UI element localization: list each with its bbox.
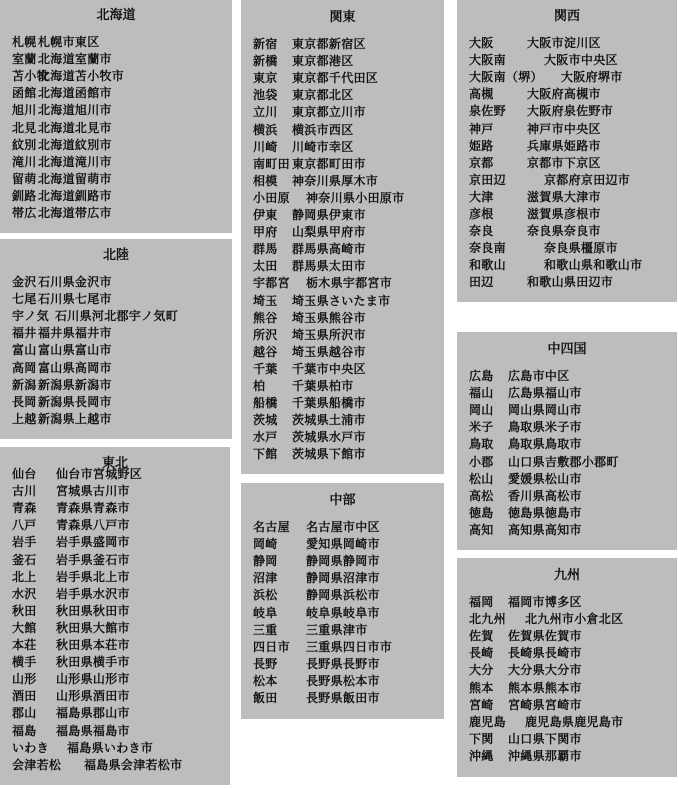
location-name: 熊本 [469,680,494,695]
region-title: 中四国 [547,342,587,357]
location-name: 横浜 [253,122,278,137]
location-name: 横手 [12,655,37,670]
location-address: 岐阜県岐阜市 [306,605,380,620]
location-address: 茨城県土浦市 [292,413,366,428]
location-address: 佐賀県佐賀市 [508,629,582,644]
location-name: 札幌 [12,35,37,49]
location-name: 秋田 [12,603,37,618]
region-panel-hokkaido [0,0,232,233]
location-name: 大阪南 [469,53,506,68]
location-name: 鹿児島 [469,714,506,729]
location-address: 栃木県宇都宮市 [306,276,393,291]
location-address: 沖縄県那覇市 [508,748,582,763]
location-name: 松本 [253,673,278,688]
location-name: 奈良 [469,224,494,239]
location-address: 新潟県新潟市 [38,377,112,392]
location-address: 長野県飯田市 [306,691,380,705]
location-name: 埼玉 [253,293,278,308]
location-name: 大津 [469,189,494,204]
location-name: 所沢 [253,327,278,342]
location-name: 北上 [12,569,37,584]
location-address: 東京都北区 [292,88,354,103]
location-name: 大阪南（堺） [469,70,543,85]
location-name: 飯田 [253,691,278,705]
location-name: 宮崎 [469,697,494,712]
region-title: 北海道 [96,8,136,23]
location-name: 川崎 [253,139,278,154]
location-name: 姫路 [469,138,494,153]
location-name: 徳島 [469,505,494,520]
region-title: 関西 [553,9,580,24]
location-address: 北海道紋別市 [38,137,112,152]
location-name: 東京 [253,71,278,86]
location-address: 京都市下京区 [527,155,601,170]
location-address: 東京都新宿区 [292,37,366,51]
location-address: 大分県大分市 [508,663,582,678]
location-address: 京都府京田辺市 [544,172,631,187]
location-address: 岩手県盛岡市 [56,535,130,550]
location-address: 和歌山県和歌山市 [544,258,643,273]
location-address: 愛知県岡崎市 [306,537,380,552]
location-address: 福井県福井市 [38,326,112,341]
location-address: 北九州市小倉北区 [525,612,624,627]
location-name: 室蘭 [12,52,37,67]
location-address: 仙台市宮城野区 [56,467,143,481]
location-address: 千葉市中央区 [292,361,366,376]
location-name: 小田原 [253,190,290,205]
location-address: 群馬県太田市 [292,259,366,274]
location-name: 茨城 [253,413,278,428]
location-address: 茨城県水戸市 [292,430,366,445]
location-name: 池袋 [253,88,278,103]
location-name: 福山 [469,386,494,401]
location-address: 長崎県長崎市 [508,646,582,661]
location-address: 神奈川県厚木市 [292,173,379,188]
location-address: 東京都立川市 [292,105,366,120]
location-address: 福島県会津若松市 [84,757,183,772]
location-name: 福井 [12,326,37,341]
location-address: 埼玉県熊谷市 [292,310,366,325]
location-name: 旭川 [12,103,37,118]
location-name: 小郡 [469,454,494,469]
location-address: 山形県酒田市 [56,689,130,704]
location-name: 三重 [253,622,278,637]
location-name: 釜石 [12,552,37,567]
region-title: 九州 [553,568,580,583]
location-name: 甲府 [253,225,278,240]
location-name: 岩手 [12,535,37,550]
location-address: 埼玉県さいたま市 [292,293,391,308]
location-name: 高知 [469,522,494,537]
location-address: 富山県富山市 [38,343,112,358]
location-name: 福岡 [469,595,494,609]
location-address: 千葉県柏市 [292,379,354,393]
location-address: 札幌市東区 [38,35,100,49]
location-name: 水戸 [253,430,278,445]
location-name: 彦根 [469,207,494,221]
location-address: 川崎市幸区 [292,139,354,154]
location-address: 広島県福山市 [508,386,582,401]
location-name: 長野 [253,656,278,671]
location-name: 奈良南 [469,241,506,256]
location-name: 米子 [469,420,494,435]
location-address: 新潟県長岡市 [38,394,112,409]
location-name: 相模 [253,173,278,188]
location-address: 鳥取県鳥取市 [508,437,582,452]
location-name: 太田 [253,259,278,274]
location-name: 大館 [12,620,37,635]
location-address: 山口県下関市 [508,731,582,746]
location-address: 広島市中区 [508,369,570,383]
location-address: 石川県金沢市 [38,275,112,289]
location-address: 秋田県横手市 [56,655,130,670]
location-name: 田辺 [469,275,494,290]
location-name: 四日市 [253,639,290,654]
location-name: 柏 [253,379,266,393]
location-name: 岡崎 [253,537,278,552]
location-name: 京都 [469,155,494,170]
location-name: 浜松 [253,588,278,603]
region-title: 関東 [329,10,356,25]
location-name: 京田辺 [469,172,506,187]
location-name: 宇都宮 [253,276,290,291]
location-name: 帯広 [12,206,37,220]
location-name: 岐阜 [253,605,278,620]
location-address: 岩手県北上市 [56,569,130,584]
location-address: 北海道室蘭市 [38,52,112,67]
location-address: 北海道滝川市 [38,154,112,169]
location-name: 伊東 [253,208,278,222]
location-address: 東京都港区 [292,54,354,69]
location-address: 徳島県徳島市 [508,505,582,520]
region-title: 北陸 [102,248,129,263]
location-name: 上越 [12,411,37,426]
region-panel-tohoku [0,447,230,785]
region-panel-kyushu [457,558,677,777]
location-address: 大阪府堺市 [561,70,623,85]
location-name: 越谷 [253,344,278,359]
location-address: 岩手県釜石市 [56,552,130,567]
location-address: 三重県津市 [306,622,368,637]
location-address: 大阪府泉佐野市 [527,104,614,119]
location-name: 青森 [12,501,37,516]
location-name: 神戸 [469,121,494,136]
region-panel-hokuriku [0,239,232,439]
location-name: 熊谷 [253,310,278,325]
location-name: 新潟 [12,377,37,392]
location-name: 高岡 [12,360,37,375]
region-title: 東北 [101,456,128,471]
location-name: 金沢 [12,275,37,289]
location-address: 奈良県奈良市 [527,224,601,239]
location-address: 熊本県熊本市 [508,680,582,695]
location-name: 水沢 [12,586,37,601]
region-panel-chubu [241,483,444,719]
location-name: 福島 [12,723,37,738]
location-name: 富山 [12,343,37,358]
location-name: 松山 [469,471,494,486]
location-address: 愛媛県松山市 [508,471,582,486]
location-name: 長崎 [469,646,494,661]
location-name: 和歌山 [469,258,506,273]
location-address: 奈良県橿原市 [544,241,618,256]
location-address: 三重県四日市市 [306,639,393,654]
location-address: 石川県七尾市 [38,292,112,307]
region-title: 中部 [329,493,356,508]
location-address: 静岡県沼津市 [306,571,380,586]
location-address: 岩手県水沢市 [56,586,130,601]
location-name: 鳥取 [469,437,494,452]
location-name: いわき [12,740,49,755]
location-address: 静岡県伊東市 [292,208,366,222]
location-name: 高槻 [469,87,494,102]
location-name: 広島 [469,369,494,383]
location-name: 大阪 [469,36,494,50]
location-name: 南町田 [253,156,290,171]
location-address: 北海道旭川市 [38,103,112,118]
location-address: 大阪府高槻市 [527,87,601,102]
location-address: 埼玉県越谷市 [292,344,366,359]
location-name: 紋別 [12,137,37,152]
region-panel-kansai [457,0,677,302]
location-address: 秋田県秋田市 [56,603,130,618]
location-address: 北海道函館市 [38,86,112,101]
location-address: 富山県高岡市 [38,360,112,375]
location-name: 泉佐野 [469,104,506,119]
location-address: 北海道北見市 [38,120,112,135]
region-panel-chushikoku [457,332,677,550]
location-address: 和歌山県田辺市 [527,275,614,290]
location-address: 山形県山形市 [56,672,130,687]
location-address: 大阪市淀川区 [527,36,601,50]
location-address: 青森県八戸市 [56,518,130,533]
location-name: 古川 [12,484,37,499]
location-address: 北海道苫小牧市 [38,69,125,84]
location-address: 新潟県上越市 [38,411,112,426]
location-name: 仙台 [12,467,37,481]
location-name: 静岡 [253,554,278,569]
location-name: 長岡 [12,394,37,409]
location-name: 釧路 [12,188,37,203]
location-address: 宮城県古川市 [56,484,130,499]
location-address: 福岡市博多区 [508,595,582,609]
location-name: 新橋 [253,54,278,69]
location-name: 下関 [469,731,494,746]
location-name: 本荘 [12,638,37,652]
location-address: 長野県松本市 [306,673,380,688]
location-address: 茨城県下館市 [292,447,366,462]
location-address: 秋田県本荘市 [56,638,130,652]
location-address: 名古屋市中区 [306,520,380,534]
location-address: 青森県青森市 [56,501,130,516]
location-name: 酒田 [12,689,37,704]
location-name: 下館 [253,447,278,462]
location-name: 八戸 [12,518,37,533]
location-name: 千葉 [253,361,278,376]
region-panel-kanto [241,0,444,474]
location-name: 新宿 [253,37,278,51]
location-address: 秋田県大館市 [56,620,130,635]
location-address: 香川県高松市 [508,488,582,503]
location-address: 千葉県船橋市 [292,396,366,411]
location-address: 北海道帯広市 [38,206,112,220]
location-address: 大阪市中央区 [544,53,618,68]
location-address: 東京都町田市 [292,156,366,171]
location-name: 沼津 [253,571,278,586]
location-name: 会津若松 [12,757,62,772]
location-address: 山梨県甲府市 [292,225,366,240]
location-address: 群馬県高崎市 [292,242,366,257]
location-address: 北海道釧路市 [38,188,112,203]
location-name: 山形 [12,672,37,687]
location-name: 岡山 [469,403,494,418]
location-address: 宮崎県宮崎市 [508,697,582,712]
location-address: 神奈川県小田原市 [306,190,405,205]
location-address: 岡山県岡山市 [508,403,582,418]
location-address: 滋賀県大津市 [527,189,601,204]
location-address: 高知県高知市 [508,522,582,537]
location-name: 佐賀 [469,629,494,644]
location-name: 立川 [253,105,278,120]
location-name: 群馬 [253,242,278,257]
location-name: 高松 [469,488,494,503]
location-address: 静岡県静岡市 [306,554,380,569]
location-name: 沖縄 [469,748,494,763]
location-address: 滋賀県彦根市 [527,207,601,221]
location-name: 苫小牧 [12,69,49,84]
location-address: 横浜市西区 [292,122,354,137]
location-name: 名古屋 [253,520,290,534]
location-name: 滝川 [12,154,37,169]
location-address: 福島県いわき市 [67,740,154,755]
location-name: 函館 [12,86,37,101]
location-address: 長野県長野市 [306,656,380,671]
location-address: 鹿児島県鹿児島市 [525,714,624,729]
location-address: 埼玉県所沢市 [292,327,366,342]
location-name: 留萌 [12,171,37,186]
location-address: 山口県吉敷郡小郡町 [508,454,619,469]
location-name: 北見 [12,120,37,135]
location-address: 北海道留萌市 [38,171,112,186]
location-address: 石川県河北郡宇ノ気町 [55,309,179,324]
location-address: 静岡県浜松市 [306,588,380,603]
location-name: 船橋 [253,396,278,411]
location-name: 大分 [469,663,494,678]
location-name: 北九州 [469,612,506,627]
location-address: 福島県福島市 [56,723,130,738]
location-address: 東京都千代田区 [292,71,379,86]
location-name: 郡山 [12,706,37,721]
location-name: 七尾 [12,292,37,307]
location-address: 福島県郡山市 [56,706,130,721]
location-address: 神戸市中央区 [527,121,601,136]
location-address: 兵庫県姫路市 [527,138,601,153]
location-address: 鳥取県米子市 [508,420,582,435]
location-name: 宇ノ気 [12,309,49,324]
